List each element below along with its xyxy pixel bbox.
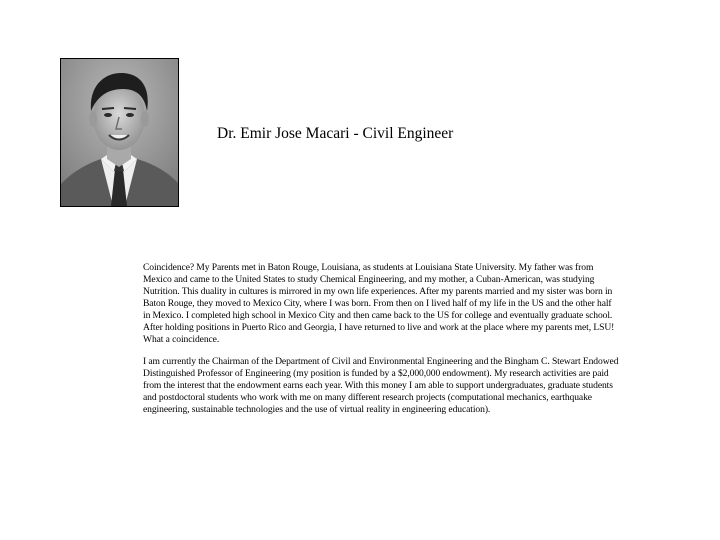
portrait-photo (60, 58, 179, 207)
page-title: Dr. Emir Jose Macari - Civil Engineer (217, 125, 454, 142)
person-photo-icon (61, 59, 178, 206)
bio-paragraph: I am currently the Chairman of the Department of Civil and Environmental Engineering and the Bingham C. Stewart Endowed Distinguished Professor of Engineering (my position is funded by a $2,000,000 endowment). My research activities are paid from the interest that the endowment earns each year. With this money I am able to support undergraduates, graduate students and postdoctoral students who work with me on many different research projects (computational mechanics, earthquake engineering, sustainable technologies and the use of virtual reality in engineering education). (143, 356, 619, 415)
bio-paragraph: Coincidence? My Parents met in Baton Rouge, Louisiana, as students at Louisiana State University. My father was from Mexico and came to the United States to study Chemical Engineering, and my mother, a Cuban-American, was studying Nutrition. This duality in cultures is mirrored in my own life experiences. After my parents married and my sister was born in Baton Rouge, they moved to Mexico City, where I was born. From then on I lived half of my life in the US and the other half in Mexico. I completed high school in Mexico City and then came back to the US for college and eventually graduate school. After holding positions in Puerto Rico and Georgia, I have returned to live and work at the place where my parents met, LSU! What a coincidence. (143, 262, 615, 345)
bio-text (143, 262, 621, 426)
